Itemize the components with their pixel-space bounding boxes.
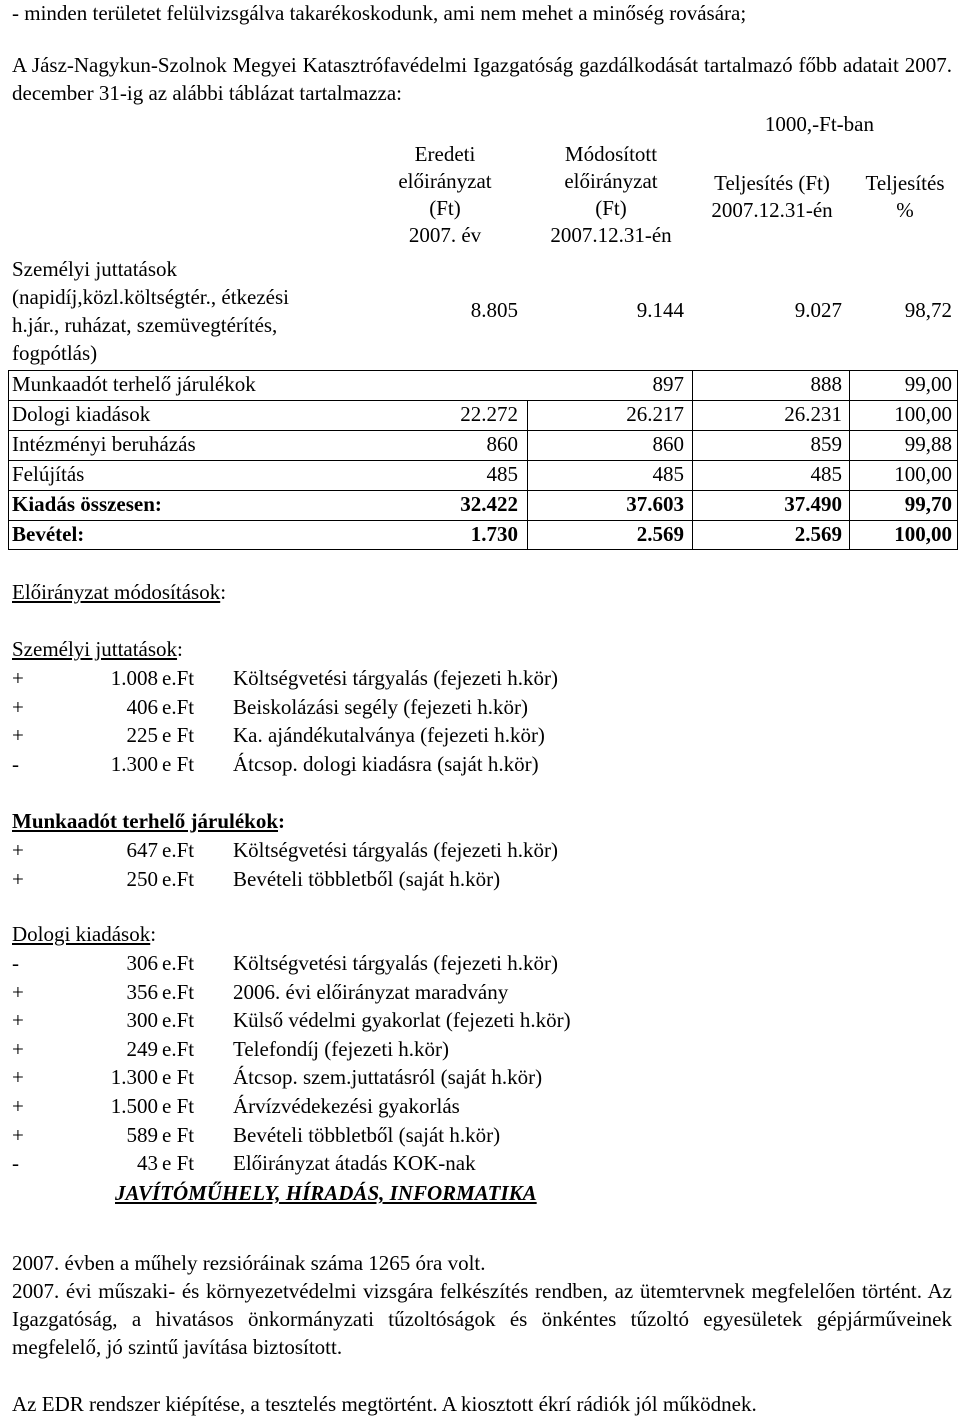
modifications-title-text: Előirányzat módosítások — [12, 580, 221, 604]
modification-group-title-text: Személyi juttatások — [12, 637, 178, 661]
column-divider — [8, 370, 9, 550]
cell-teljesites: 888 — [810, 372, 842, 396]
header-line: 2007. év — [408, 223, 482, 247]
row-label: Munkaadót terhelő járulékok — [12, 372, 256, 396]
modification-sign: + — [12, 1122, 24, 1147]
row-label-line: Személyi juttatások — [12, 257, 178, 281]
modification-description: Költségvetési tárgyalás (fejezeti h.kör) — [233, 838, 558, 862]
row-divider — [8, 370, 957, 371]
modification-sign: - — [12, 751, 19, 776]
modification-unit: e.Ft — [162, 1008, 195, 1033]
modification-amount: 306 — [126, 951, 158, 975]
modification-sign: + — [12, 979, 24, 1004]
modification-group-title-text: Dologi kiadások — [12, 922, 151, 946]
modification-description: Költségvetési tárgyalás (fejezeti h.kör) — [233, 666, 558, 690]
modification-sign: + — [12, 1008, 24, 1033]
row-divider — [8, 460, 957, 461]
header-line: előirányzat — [398, 169, 492, 193]
cell-modositott: 860 — [652, 432, 684, 456]
cell-teljesites: 2.569 — [794, 522, 842, 546]
row-label: Intézményi beruházás — [12, 432, 196, 456]
header-modositott — [530, 141, 692, 249]
cell-teljesites: 485 — [810, 462, 842, 486]
cell-eredeti: 485 — [486, 462, 518, 486]
row-label-szemelyi — [12, 255, 289, 367]
modification-unit: e.Ft — [162, 838, 195, 862]
modification-amount: 1.300 — [110, 751, 158, 776]
modification-sign: + — [12, 1065, 24, 1090]
cell-eredeti: 860 — [486, 432, 518, 456]
header-line: (Ft) — [429, 196, 461, 220]
row-divider — [8, 520, 957, 521]
modification-amount: 225 — [126, 723, 158, 748]
cell-teljesites: 26.231 — [784, 402, 842, 426]
column-divider — [527, 400, 528, 550]
cell-pct: 99,88 — [904, 432, 952, 456]
cell-pct: 100,00 — [894, 462, 952, 486]
modification-description: Árvízvédekezési gyakorlás — [233, 1094, 460, 1118]
modification-group-title — [12, 808, 285, 834]
column-divider — [692, 370, 693, 550]
cell-pct: 100,00 — [894, 522, 952, 546]
cell-modositott: 9.144 — [636, 298, 684, 322]
modification-item — [0, 1063, 960, 1091]
header-line: előirányzat — [564, 169, 658, 193]
header-line: % — [896, 198, 914, 222]
modification-amount: 300 — [126, 1008, 158, 1033]
modification-group-title-suffix: : — [278, 809, 286, 833]
modification-description: Beiskolázási segély (fejezeti h.kör) — [233, 694, 529, 719]
modification-item — [0, 1006, 960, 1034]
column-divider — [957, 370, 958, 550]
cell-teljesites: 37.490 — [784, 492, 842, 516]
header-line: 2007.12.31-én — [550, 223, 672, 247]
modification-amount: 647 — [126, 838, 158, 862]
header-line: 2007.12.31-én — [711, 198, 833, 222]
header-line: Teljesítés — [865, 171, 945, 195]
cell-modositott: 897 — [652, 372, 684, 396]
table-unit-note: 1000,-Ft-ban — [764, 112, 874, 136]
modification-amount: 250 — [126, 866, 158, 891]
cell-pct: 100,00 — [894, 402, 952, 426]
modification-unit: e Ft — [162, 1151, 195, 1176]
cell-teljesites: 859 — [810, 432, 842, 456]
row-label: Kiadás összesen: — [12, 492, 162, 516]
header-eredeti — [384, 141, 506, 249]
cell-pct: 99,00 — [904, 372, 952, 396]
modifications-title-suffix: : — [220, 580, 227, 604]
modification-sign: + — [12, 838, 24, 862]
modification-amount: 356 — [126, 979, 158, 1004]
modification-unit: e Ft — [162, 723, 195, 748]
modification-amount: 406 — [126, 694, 158, 719]
modification-item — [0, 721, 960, 749]
cell-eredeti: 8.805 — [470, 298, 518, 322]
modification-description: Bevételi többletből (saját h.kör) — [233, 866, 501, 891]
modification-description: Telefondíj (fejezeti h.kör) — [233, 1036, 450, 1061]
modification-amount: 1.008 — [110, 666, 158, 690]
cell-modositott: 485 — [652, 462, 684, 486]
modification-sign: - — [12, 1151, 19, 1176]
modification-item — [0, 750, 960, 778]
modification-unit: e Ft — [162, 1065, 195, 1090]
modification-item — [0, 693, 960, 721]
row-label: Dologi kiadások — [12, 402, 151, 426]
modification-amount: 589 — [126, 1122, 158, 1147]
modification-sign: + — [12, 1036, 24, 1061]
cell-eredeti: 1.730 — [470, 522, 518, 546]
modification-description: Ka. ajándékutalványa (fejezeti h.kör) — [233, 723, 545, 748]
modification-description: Előirányzat átadás KOK-nak — [233, 1151, 476, 1176]
modification-unit: e Ft — [162, 751, 195, 776]
row-divider — [8, 400, 957, 401]
modification-group-title-suffix: : — [150, 922, 157, 946]
cell-pct: 99,70 — [904, 492, 952, 516]
modification-item — [0, 978, 960, 1006]
row-label-line: (napidíj,közl.költségtér., étkezési — [12, 285, 289, 309]
modification-description: Külső védelmi gyakorlat (fejezeti h.kör) — [233, 1008, 571, 1033]
modification-item — [0, 1092, 960, 1120]
cell-teljesites: 9.027 — [794, 298, 842, 322]
section-heading: JAVÍTÓMŰHELY, HÍRADÁS, INFORMATIKA — [115, 1181, 537, 1205]
modification-unit: e.Ft — [162, 979, 195, 1004]
header-line: Eredeti — [414, 142, 476, 166]
row-divider — [8, 549, 957, 550]
modification-item — [0, 1035, 960, 1063]
row-label: Felújítás — [12, 462, 85, 486]
modification-description: Költségvetési tárgyalás (fejezeti h.kör) — [233, 951, 558, 975]
modification-description: Bevételi többletből (saját h.kör) — [233, 1122, 501, 1147]
row-label-line: fogpótlás) — [12, 341, 98, 365]
modification-unit: e Ft — [162, 1094, 195, 1118]
modification-amount: 1.300 — [110, 1065, 158, 1090]
header-teljesites-pct — [853, 170, 957, 224]
cell-modositott: 2.569 — [636, 522, 684, 546]
modification-unit: e.Ft — [162, 666, 195, 690]
intro-bullet-line: - minden területet felülvizsgálva takarékoskodunk, ami nem mehet a minőség rovására; — [12, 1, 747, 25]
intro-summary: A Jász-Nagykun-Szolnok Megyei Katasztrófavédelmi Igazgatóság gazdálkodását tartalmazó főbb adatait 2007. december 31-ig az alábbi táblázat tartalmazza: — [12, 53, 952, 105]
modification-item — [0, 865, 960, 893]
header-teljesites — [692, 170, 852, 224]
row-divider — [8, 490, 957, 491]
row-label-line: h.jár., ruházat, szemüvegtérítés, — [12, 313, 278, 337]
modification-group-title-text: Munkaadót terhelő járulékok — [12, 809, 279, 833]
cell-modositott: 26.217 — [626, 402, 684, 426]
modification-group-title — [12, 636, 183, 662]
modification-item — [0, 1121, 960, 1149]
modification-description: 2006. évi előirányzat maradvány — [233, 979, 509, 1004]
header-line: (Ft) — [595, 196, 627, 220]
header-line: Módosított — [564, 142, 658, 166]
modification-item — [0, 1149, 960, 1177]
column-divider — [849, 370, 850, 550]
modification-description: Átcsop. szem.juttatásról (saját h.kör) — [233, 1065, 543, 1090]
modification-unit: e.Ft — [162, 694, 195, 719]
modification-unit: e Ft — [162, 1122, 195, 1147]
modification-sign: + — [12, 1094, 24, 1118]
cell-pct: 98,72 — [904, 298, 952, 322]
paragraph-3: Az EDR rendszer kiépítése, a tesztelés megtörtént. A kiosztott ékrí rádiók jól működnek. — [12, 1392, 757, 1416]
header-line: Teljesítés (Ft) — [714, 171, 830, 195]
modification-sign: + — [12, 666, 24, 690]
cell-eredeti: 32.422 — [460, 492, 518, 516]
modifications-title — [12, 579, 226, 605]
paragraph-1: 2007. évben a műhely rezsióráinak száma 1265 óra volt. — [12, 1251, 486, 1275]
modification-amount: 249 — [126, 1036, 158, 1061]
modification-unit: e.Ft — [162, 866, 195, 891]
modification-group-title — [12, 921, 156, 947]
modification-description: Átcsop. dologi kiadásra (saját h.kör) — [233, 751, 539, 776]
modification-unit: e.Ft — [162, 1036, 195, 1061]
paragraph-2: 2007. évi műszaki- és környezetvédelmi vizsgára felkészítés rendben, az ütemtervnek megfelelően történt. Az Igazgatóság, a hivatásos önkormányzati tűzoltóságok és önkéntes tűzoltó egyesületek gépjárműveinek megfelelő, jó szintű javítása biztosított. — [12, 1279, 952, 1359]
row-divider — [8, 430, 957, 431]
cell-eredeti: 22.272 — [460, 402, 518, 426]
modification-amount: 1.500 — [110, 1094, 158, 1118]
modification-item — [0, 664, 960, 692]
modification-sign: + — [12, 694, 24, 719]
modification-group-title-suffix: : — [177, 637, 183, 661]
row-label: Bevétel: — [12, 522, 85, 546]
cell-modositott: 37.603 — [626, 492, 684, 516]
modification-sign: - — [12, 951, 19, 975]
modification-amount: 43 — [137, 1151, 158, 1176]
modification-item — [0, 836, 960, 864]
modification-item — [0, 949, 960, 977]
modification-sign: + — [12, 723, 24, 748]
modification-unit: e.Ft — [162, 951, 195, 975]
modification-sign: + — [12, 866, 24, 891]
